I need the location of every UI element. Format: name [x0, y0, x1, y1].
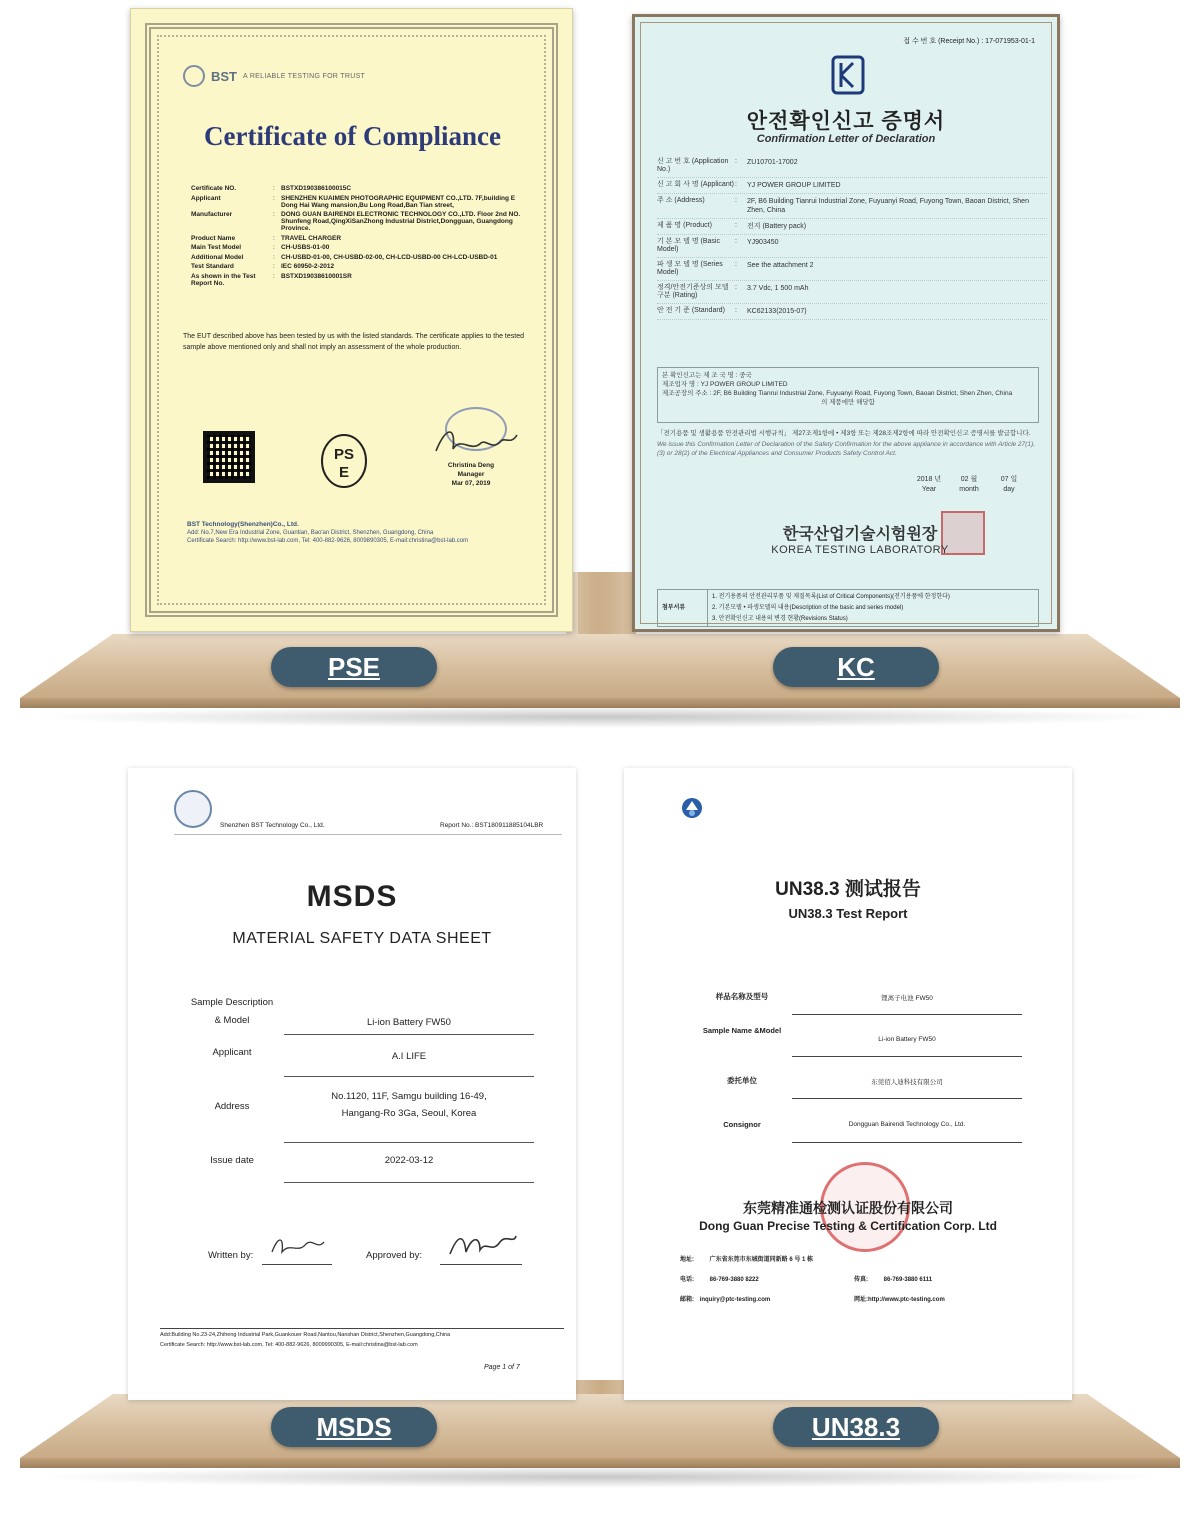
msds-document	[128, 768, 576, 1400]
box-line: 본 확인신고는 제 조 국 명 : 중국	[662, 372, 752, 379]
field-value: See the attachment 2	[747, 262, 814, 269]
issue-date	[909, 475, 1029, 495]
signature-icon	[268, 1232, 328, 1260]
field-row: Certificate NO. : BSTXD190386100015C	[191, 185, 531, 192]
field-row: 신 고 번 호 (Application No.) : ZU10701-17002	[657, 155, 1047, 178]
document-title: MSDS	[306, 880, 398, 913]
globe-icon	[183, 65, 205, 87]
certificate-fields	[191, 185, 531, 289]
field-label: 신 고 번 호 (Application No.)	[657, 158, 729, 173]
box-line: 제조공장의 주소 : 2F, B6 Building Tianrui Industrial Zone, Fuyuanyi Road, Fuyong Town, Baoan District, Shen Zhen, China	[662, 390, 1013, 397]
attachments-list	[708, 590, 1038, 626]
certificate-subtitle: Confirmation Letter of Declaration	[756, 133, 936, 145]
ptc-logo-icon	[680, 796, 704, 820]
certificate-statement: The EUT described above has been tested by us with the listed standards. The certificate applies to the tested sample above mentioned only and shall not imply an assessment of the whole production.	[183, 333, 524, 351]
field-label: 정격/안전기준상의 모델구분 (Rating)	[657, 284, 729, 299]
field-line	[284, 1142, 534, 1143]
label-sample	[180, 994, 284, 1030]
field-row: 제 품 명 (Product) : 전지 (Battery pack)	[657, 219, 1047, 235]
field-value: CH-USBS-01-00	[281, 244, 330, 251]
date-month-label: month	[959, 486, 979, 493]
signer-block	[421, 461, 521, 488]
field-value: TRAVEL CHARGER	[281, 234, 342, 242]
date-month: 02 월	[960, 476, 978, 483]
document-footer	[160, 1330, 564, 1350]
field-row: 안 전 기 준 (Standard) : KC62133(2015-07)	[657, 304, 1047, 320]
value-sample-cn: 锂离子电池 FW50	[881, 995, 933, 1002]
address-line2: Hangang-Ro 3Ga, Seoul, Korea	[341, 1108, 477, 1119]
field-row: Additional Model : CH-USBD-01-00, CH-USBD-02-00, CH-LCD-USBD-00 CH-LCD-USBD-01	[191, 254, 531, 261]
certificate-title: Certificate of Compliance	[204, 121, 501, 151]
date-year-label: Year	[921, 486, 937, 493]
report-subtitle: UN38.3 Test Report	[788, 906, 908, 921]
field-value: 3.7 Vdc, 1 500 mAh	[747, 285, 809, 292]
label-sample-en: Sample Name &Model	[702, 1026, 782, 1035]
bst-logo	[183, 65, 365, 87]
field-row: 정격/안전기준상의 모델구분 (Rating) : 3.7 Vdc, 1 500 mAh	[657, 281, 1047, 304]
field-value: IEC 60950-2-2012	[281, 263, 335, 270]
field-row: As shown in the Test Report No. : BSTXD19038610001SR	[191, 273, 531, 287]
web-value: http://www.ptc-testing.com	[868, 1297, 945, 1303]
issuer-cn: 东莞精准通检测认证股份有限公司	[743, 1200, 953, 1216]
un383-report	[624, 768, 1072, 1400]
field-row: Applicant : SHENZHEN KUAIMEN PHOTOGRAPHIC EQUIPMENT CO.,LTD. 7F,building E Dong Hai Wang mansion,Bu Long Road,Ban Tian street,	[191, 195, 531, 209]
value-sample-en: Li-ion Battery FW50	[878, 1036, 936, 1043]
value-sample: Li-ion Battery FW50	[367, 1017, 451, 1028]
field-label: Product Name	[191, 234, 236, 242]
date-year: 2018 년	[916, 476, 942, 483]
footer-company: BST Technology(Shenzhen)Co., Ltd.	[187, 521, 299, 528]
date-day: 07 일	[1000, 476, 1018, 483]
footer-address: Add: No.7,New Era Industrial Zone, Guantian, Bao'an District, Shenzhen, Guangdong, China	[187, 530, 434, 536]
field-label: 파 생 모 델 명 (Series Model)	[657, 261, 723, 276]
field-label: 신 고 회 사 명 (Applicant)	[657, 181, 734, 188]
field-value: 2F, B6 Building Tianrui Industrial Zone, Fuyuanyi Road, Fuyong Town, Baoan District, Shen Zhen, China	[747, 198, 1029, 214]
attachment-item: 2. 기본모델 • 파생모델의 내용(Description of the basic and series model)	[712, 605, 904, 611]
field-line	[284, 1034, 534, 1035]
field-line	[284, 1182, 534, 1183]
field-line	[792, 1142, 1022, 1143]
label-address: Address	[214, 1101, 250, 1112]
document-subtitle: MATERIAL SAFETY DATA SHEET	[232, 930, 492, 947]
signature-icon	[446, 1228, 520, 1260]
issuer-ko: 한국산업기술시험원장	[782, 526, 938, 543]
issuer-en: Dong Guan Precise Testing & Certification Corp. Ltd	[699, 1219, 997, 1233]
report-title: UN38.3 测试报告	[775, 879, 921, 900]
field-label: 주 소 (Address)	[657, 197, 705, 204]
kc-certificate	[632, 14, 1060, 632]
value-issue-date: 2022-03-12	[384, 1155, 434, 1166]
field-value: KC62133(2015-07)	[747, 308, 807, 315]
field-value: BSTXD19038610001SR	[281, 272, 352, 280]
footer-search: Certificate Search: http://www.bst-lab.com, Tel: 400-882-9626, 8009890305, E-mail:christina@bst-lab.com	[187, 538, 469, 544]
qr-code-icon	[203, 431, 255, 483]
address-line1: No.1120, 11F, Samgu building 16-49,	[331, 1091, 487, 1102]
field-label: 기 본 모 델 명 (Basic Model)	[657, 238, 720, 253]
label-sample-line1: Sample Description	[190, 997, 274, 1008]
fax-value: 86-769-3880 6111	[883, 1277, 933, 1283]
field-row: Test Standard : IEC 60950-2-2012	[191, 263, 531, 270]
field-line	[284, 1076, 534, 1077]
signature-line	[440, 1264, 522, 1265]
signature-icon	[431, 421, 521, 461]
label-kc: KC	[773, 647, 939, 687]
footer-search: Certificate Search: http://www.bst-lab.com, Tel: 400-882-9626, 8009990305, E-mail:christina@bst-lab.com	[160, 1342, 418, 1348]
attachments-header: 첨부서류	[658, 590, 708, 626]
field-row: Manufacturer : DONG GUAN BAIRENDI ELECTRONIC TECHNOLOGY CO.,LTD. Floor 2nd NO. Shunfeng Road,QingXiSanZhong Industrial District,Dongguan, Guangdong Province.	[191, 211, 531, 232]
field-label: 안 전 기 준 (Standard)	[657, 307, 725, 314]
field-row: Product Name : TRAVEL CHARGER	[191, 235, 531, 242]
certificate-fields	[657, 155, 1047, 320]
written-by-label: Written by:	[208, 1250, 254, 1261]
shelf-shadow	[30, 1466, 1170, 1488]
address-label: 地址:	[680, 1257, 694, 1263]
label-sample-cn: 样品名称及型号	[715, 992, 769, 1001]
field-label: Main Test Model	[191, 244, 242, 251]
value-consignor: Dongguan Bairendi Technology Co., Ltd.	[848, 1121, 966, 1128]
attachment-item: 3. 안전확인신고 내용의 변경 현황(Revisions Status)	[712, 616, 848, 622]
email-value: inquiry@ptc-testing.com	[699, 1297, 771, 1303]
tel-label: 电话:	[680, 1277, 694, 1283]
page-number: Page 1 of 7	[484, 1364, 520, 1371]
receipt-number: 접 수 번 호 (Receipt No.) : 17-071953-01-1	[903, 38, 1035, 45]
field-value: YJ903450	[747, 239, 779, 246]
header-divider	[174, 834, 562, 835]
box-line: 의 제품에만 해당함	[821, 399, 875, 406]
header-company: Shenzhen BST Technology Co., Ltd.	[220, 822, 325, 829]
field-value: DONG GUAN BAIRENDI ELECTRONIC TECHNOLOGY CO.,LTD. Floor 2nd NO. Shunfeng Road,QingXiSanZhong Industrial District,Dongguan, Guangdong Province.	[281, 211, 521, 232]
header-report-no: Report No.: BST180911885104LBR	[440, 822, 544, 829]
signature-line	[262, 1264, 332, 1265]
field-line	[792, 1098, 1022, 1099]
address-value: 广东省东莞市东城街道同新路 6 号 1 栋	[709, 1257, 814, 1263]
value-address	[284, 1088, 534, 1122]
field-row: 기 본 모 델 명 (Basic Model) : YJ903450	[657, 235, 1047, 258]
certificate-title: 안전확인신고 증명서	[746, 110, 946, 133]
value-applicant: A.I LIFE	[391, 1051, 427, 1062]
brand-tagline: A RELIABLE TESTING FOR TRUST	[243, 72, 366, 80]
contact-left	[680, 1250, 813, 1310]
fax-label: 传真:	[854, 1277, 868, 1283]
manufacturer-box	[657, 367, 1039, 423]
bst-logo-icon	[174, 790, 212, 828]
field-row: 신 고 회 사 명 (Applicant) : YJ POWER GROUP LIMITED	[657, 178, 1047, 194]
attachment-item: 1. 전기용품의 안전관리부품 및 재질목록(List of Critical Components)(전기용품에 한정한다)	[712, 594, 950, 600]
statement-ko: 「전기용품 및 생활용품 안전관리법 시행규칙」 제27조제1항에 • 제3항 또는 제28조제2항에 따라 안전확인신고 증명서를 발급합니다.	[657, 430, 1031, 437]
field-label: Additional Model	[191, 253, 244, 261]
pse-mark-icon	[319, 433, 369, 489]
attachments-table	[657, 589, 1039, 627]
field-label: Test Standard	[191, 263, 234, 270]
field-value: ZU10701-17002	[747, 159, 798, 166]
kc-logo-icon	[831, 55, 865, 95]
label-client-cn: 委托单位	[727, 1076, 757, 1085]
contact-right	[854, 1270, 945, 1310]
field-row: Main Test Model : CH-USBS-01-00	[191, 244, 531, 251]
label-sample-line2: & Model	[214, 1015, 250, 1026]
field-label: Manufacturer	[191, 211, 233, 218]
field-value: SHENZHEN KUAIMEN PHOTOGRAPHIC EQUIPMENT CO.,LTD. 7F,building E Dong Hai Wang mansion,Bu Long Road,Ban Tian street,	[281, 194, 516, 209]
signer-title: Manager	[457, 471, 485, 478]
field-line	[792, 1056, 1022, 1057]
pse-certificate	[130, 8, 573, 632]
certificate-footer	[187, 521, 517, 545]
footer-address: Add:Building No.23-24,Zhiheng Industrial Park,Guankouer Road,Nantou,Nanshan District,Shenzhen,Guangdong,China	[160, 1332, 451, 1338]
svg-text:PS: PS	[333, 446, 355, 463]
field-label: Applicant	[191, 194, 221, 202]
label-msds: MSDS	[271, 1407, 437, 1447]
footer-divider	[160, 1328, 564, 1329]
sign-date: Mar 07, 2019	[451, 480, 491, 487]
svg-text:E: E	[338, 464, 350, 481]
label-un383: UN38.3	[773, 1407, 939, 1447]
web-label: 网址:	[854, 1297, 868, 1303]
signer-name: Christina Deng	[447, 462, 495, 469]
email-label: 邮箱:	[680, 1297, 694, 1303]
label-issue-date: Issue date	[210, 1155, 254, 1166]
statement-en: We issue this Confirmation Letter of Declaration of the Safety Confirmation for the above appliance in accordance with Article 27(1),(3) or 28(2) of the Electrical Appliances and Consumer Products Safety Control Act.	[657, 441, 1035, 457]
field-label: 제 품 명 (Product)	[657, 222, 712, 229]
field-row: 주 소 (Address) : 2F, B6 Building Tianrui Industrial Zone, Fuyuanyi Road, Fuyong Town, Baoan District, Shen Zhen, China	[657, 194, 1047, 219]
issuer-en: KOREA TESTING LABORATORY	[771, 544, 949, 556]
brand-name: BST	[211, 68, 237, 84]
field-label: As shown in the Test Report No.	[191, 272, 256, 287]
label-consignor: Consignor	[723, 1120, 761, 1129]
receipt-label: 접 수 번 호 (Receipt No.)	[903, 38, 980, 45]
shelf-surface	[20, 1394, 1180, 1458]
label-pse: PSE	[271, 647, 437, 687]
field-line	[792, 1014, 1022, 1015]
value-client-cn: 东莞佰人迪科技有限公司	[871, 1079, 943, 1086]
field-label: Certificate NO.	[191, 185, 237, 192]
field-value: 전지 (Battery pack)	[747, 223, 807, 230]
receipt-value: 17-071953-01-1	[985, 38, 1035, 45]
field-value: BSTXD190386100015C	[281, 185, 352, 192]
field-value: YJ POWER GROUP LIMITED	[747, 182, 841, 189]
date-day-label: day	[1003, 486, 1015, 493]
box-line: 제조업자 명 : YJ POWER GROUP LIMITED	[662, 381, 788, 388]
label-applicant: Applicant	[212, 1047, 252, 1058]
field-value: CH-USBD-01-00, CH-USBD-02-00, CH-LCD-USBD-00 CH-LCD-USBD-01	[281, 253, 498, 261]
field-row: 파 생 모 델 명 (Series Model) : See the attachment 2	[657, 258, 1047, 281]
certificate-statement	[657, 429, 1039, 458]
tel-value: 86-769-3880 8222	[709, 1277, 759, 1283]
approved-by-label: Approved by:	[366, 1250, 422, 1261]
issuer	[735, 521, 985, 556]
